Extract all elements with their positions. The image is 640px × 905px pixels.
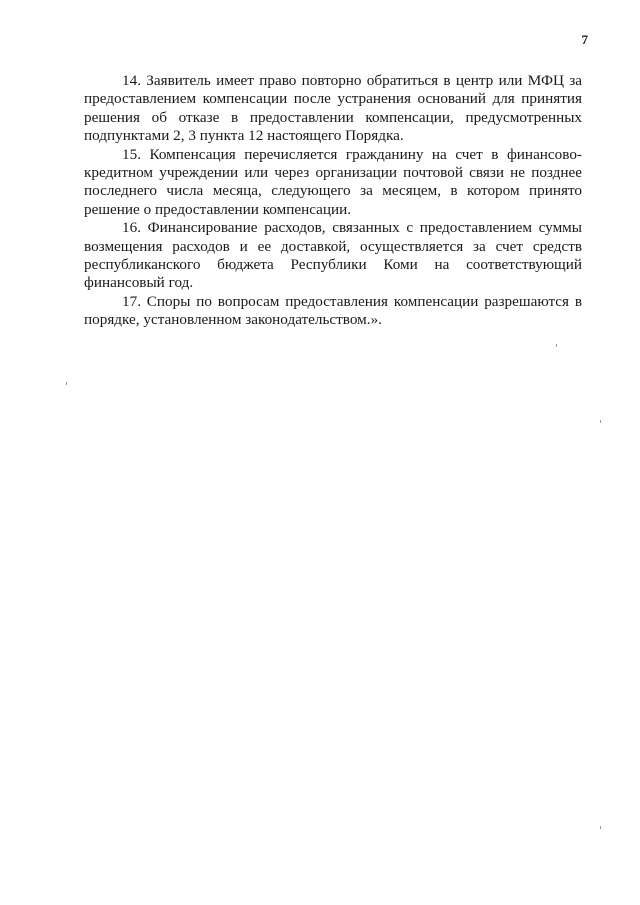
scan-speck (556, 344, 557, 347)
paragraph-14: 14. Заявитель имеет право повторно обратиться в центр или МФЦ за предоставлением компенсации после устранения оснований для принятия решения об отказе в предоставлении компенсации, предусмотренных подпунктами 2, 3 пункта 12 настоящего Порядка. (84, 72, 582, 145)
paragraph-15: 15. Компенсация перечисляется гражданину на счет в финансово-кредитном учреждении или через организации почтовой связи не позднее последнего числа месяца, следующего за месяцем, в котором принято решение о предоставлении компенсации. (84, 145, 582, 218)
paragraph-16: 16. Финансирование расходов, связанных с предоставлением суммы возмещения расходов и ее доставкой, осуществляется за счет средств республиканского бюджета Республики Коми на соответствующий финансовый год. (84, 219, 582, 292)
scan-speck (600, 826, 601, 829)
paragraph-17: 17. Споры по вопросам предоставления компенсации разрешаются в порядке, установленном законодательством.». (84, 292, 582, 329)
scan-speck (66, 382, 67, 385)
page-number: 7 (581, 32, 588, 47)
document-body (84, 72, 582, 330)
scan-speck (600, 420, 601, 423)
